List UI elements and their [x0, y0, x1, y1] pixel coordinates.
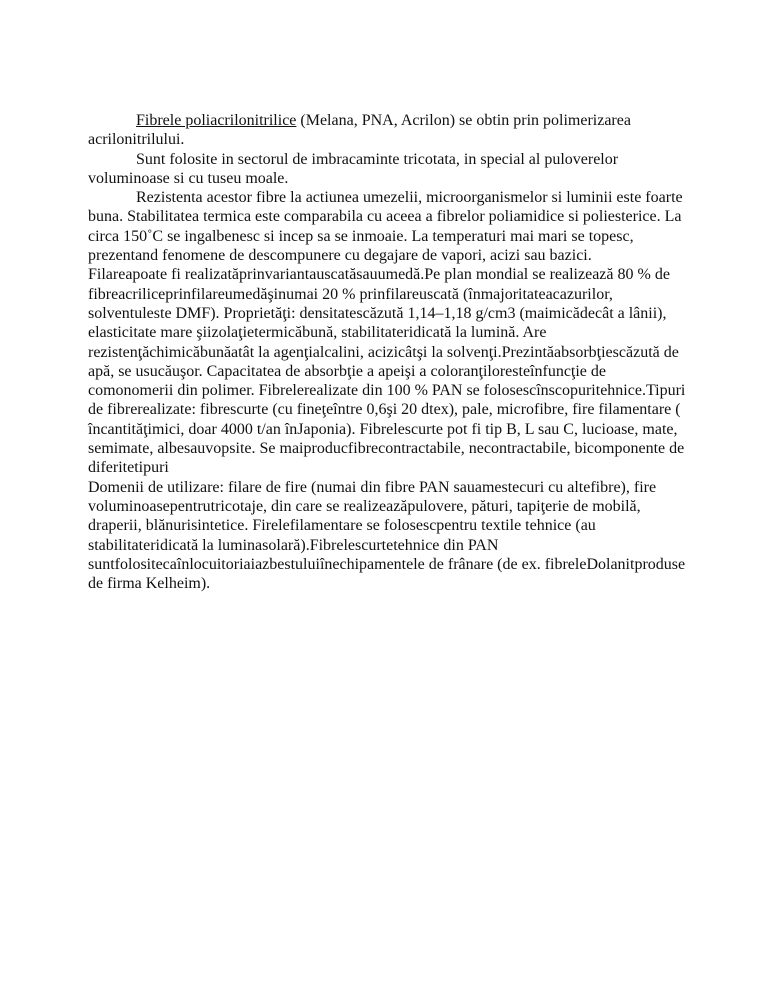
- paragraph-spinning: Filareapoate fi realizatăprinvariantauscatăsauumedă.Pe plan mondial se realizează 80 % de fibreacriliceprinfilareumedăşinumai 20 % prinfilareuscată (înmajoritateacazurilor, solventuleste DMF). Proprietăţi: densitatescăzută 1,14–1,18 g/cm3 (maimicădecât a lânii), elasticitate mare şiizolaţietermicăbună, stabilitateridicată la lumină. Are rezistenţăchimicăbunăatât la agenţialcalini, acizicâtşi la solvenţi.Prezintăabsorbţiescăzută de apă, se usucăuşor. Capacitatea de absorbţie a apeişi a coloranţiloresteînfuncţie de comonomerii din polimer. Fibrelerealizate din 100 % PAN se folosescînscopuritehnice.Tipuri de fibrerealizate: fibrescurte (cu fineţeîntre 0,6şi 20 dtex), pale, microfibre, fire filamentare ( încantităţimici, doar 4000 t/an înJaponia). Fibrelescurte pot fi tip B, L sau C, lucioase, mate, semimate, albesauvopsite. Se maiproducfibrecontractabile, necontractabile, bicomponente de diferitetipuri: [88, 266, 686, 477]
- underlined-term: Fibrele poliacrilonitrilice: [136, 112, 297, 129]
- paragraph-intro: [88, 111, 690, 150]
- paragraph-resistance: Rezistenta acestor fibre la actiunea umezelii, microorganismelor si luminii este foarte buna. Stabilitatea termica este comparabila cu aceea a fibrelor poliamidice si poliesterice. La circa 150˚C se ingalbenesc si incep sa se inmoaie. La temperaturi mai mari se topesc, prezentand fenomene de descompunere cu degajare de vapori, acizi sau bazici.: [88, 189, 683, 265]
- document-body: [88, 111, 690, 593]
- paragraph-applications: Domenii de utilizare: filare de fire (numai din fibre PAN sauamestecuri cu altefibre), fire voluminoasepentrutricotaje, din care se realizeazăpulovere, pături, tapiţerie de mobilă, draperii, blănurisintetice. Firelefilamentare se folosescpentru textile tehnice (au stabilitateridicată la luminasolară).Fibrelescurtetehnice din PAN suntfolositecaînlocuitoriaiazbestuluiînechipamentele de frânare (de ex. fibreleDolanitproduse de firma Kelheim).: [88, 478, 686, 593]
- paragraph-intro-text: (Melana, PNA, Acrilon) se obtin prin polimerizarea acrilonitrilului.: [88, 112, 631, 149]
- paragraph-usage: Sunt folosite in sectorul de imbracaminte tricotata, in special al puloverelor voluminoase si cu tuseu moale.: [88, 150, 619, 187]
